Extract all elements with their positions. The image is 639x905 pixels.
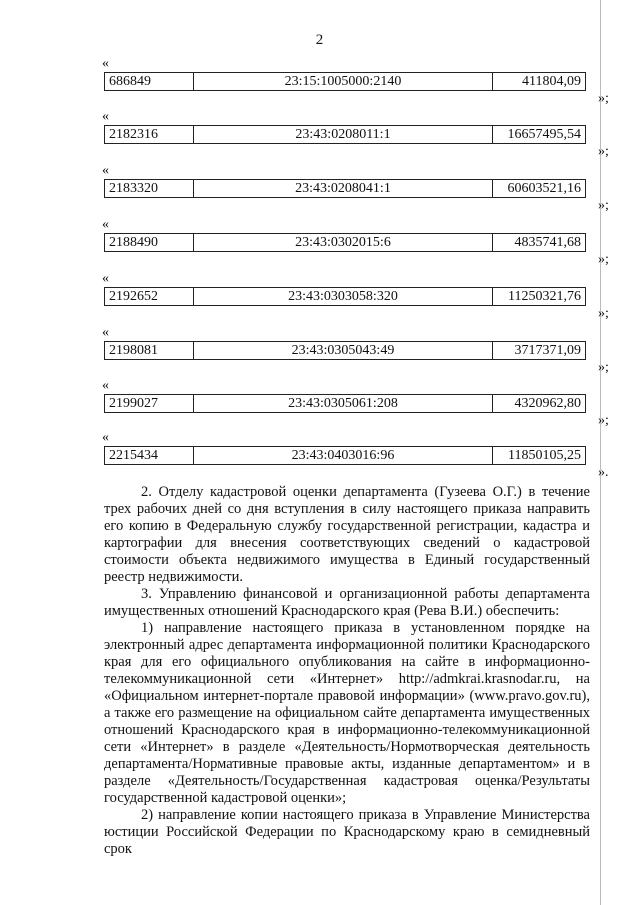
cadastral-value-cell: 4320962,80 [493, 395, 586, 413]
cadastral-value-cell: 411804,09 [493, 73, 586, 91]
closing-quote: ». [598, 465, 609, 480]
paragraph-3: 3. Управлению финансовой и организационной работы департамента имущественных отношений Краснодарского края (Рева В.И.) обеспечить: [104, 586, 590, 619]
page-number: 2 [315, 32, 324, 48]
cadastral-row [102, 109, 609, 159]
cadastral-number-cell: 23:43:0305061:208 [194, 395, 493, 413]
cadastral-number-cell: 23:15:1005000:2140 [194, 73, 493, 91]
paragraph-3-2: 2) направление копии настоящего приказа в Управление Министерства юстиции Российской Федерации по Краснодарскому краю в семидневный срок [104, 807, 590, 857]
opening-quote: « [102, 271, 109, 286]
opening-quote: « [102, 325, 109, 340]
closing-quote: »; [598, 198, 609, 213]
cadastral-value-cell: 11250321,76 [493, 288, 586, 306]
object-id-cell: 2182316 [105, 126, 194, 144]
cadastral-table [104, 446, 586, 465]
cadastral-table [104, 179, 586, 198]
cadastral-row [102, 163, 609, 213]
opening-quote: « [102, 56, 109, 71]
cadastral-row [102, 217, 609, 267]
scan-edge-line [600, 0, 601, 905]
cadastral-table [104, 72, 586, 91]
cadastral-row [102, 271, 609, 321]
cadastral-table [104, 341, 586, 360]
paragraph-3-1: 1) направление настоящего приказа в установленном порядке на электронный адрес департамента информационной политики Краснодарского края для его официального опубликования на сайте в информационно-телекоммуникационной сети «Интернет» http://admkrai.krasnodar.ru, на «Официальном интернет-портале правовой информации» (www.pravo.gov.ru), а также его размещение на официальном сайте департамента имущественных отношений Краснодарского края в информационно-телекоммуникационной сети «Интернет» в разделе «Деятельность/Нормотворческая деятельность департамента/Нормативные правовые акты, изданные департаментом» и в разделе «Деятельность/Государственная кадастровая оценка/Результаты государственной кадастровой оценки»; [104, 620, 590, 806]
opening-quote: « [102, 163, 109, 178]
opening-quote: « [102, 430, 109, 445]
cadastral-number-cell: 23:43:0302015:6 [194, 234, 493, 252]
closing-quote: »; [598, 306, 609, 321]
cadastral-row [102, 56, 609, 106]
cadastral-table [104, 233, 586, 252]
body-text [104, 484, 590, 858]
closing-quote: »; [598, 413, 609, 428]
opening-quote: « [102, 217, 109, 232]
closing-quote: »; [598, 360, 609, 375]
cadastral-table [104, 287, 586, 306]
object-id-cell: 2198081 [105, 342, 194, 360]
cadastral-number-cell: 23:43:0303058:320 [194, 288, 493, 306]
cadastral-table [104, 125, 586, 144]
object-id-cell: 2183320 [105, 180, 194, 198]
cadastral-value-cell: 60603521,16 [493, 180, 586, 198]
object-id-cell: 2215434 [105, 447, 194, 465]
cadastral-number-cell: 23:43:0305043:49 [194, 342, 493, 360]
opening-quote: « [102, 378, 109, 393]
closing-quote: »; [598, 91, 609, 106]
object-id-cell: 2188490 [105, 234, 194, 252]
cadastral-number-cell: 23:43:0208041:1 [194, 180, 493, 198]
object-id-cell: 2192652 [105, 288, 194, 306]
object-id-cell: 686849 [105, 73, 194, 91]
closing-quote: »; [598, 144, 609, 159]
cadastral-row [102, 378, 609, 428]
cadastral-value-cell: 11850105,25 [493, 447, 586, 465]
opening-quote: « [102, 109, 109, 124]
cadastral-row [102, 430, 609, 480]
cadastral-value-cell: 4835741,68 [493, 234, 586, 252]
cadastral-row [102, 325, 609, 375]
closing-quote: »; [598, 252, 609, 267]
cadastral-value-cell: 3717371,09 [493, 342, 586, 360]
cadastral-table [104, 394, 586, 413]
paragraph-2: 2. Отделу кадастровой оценки департамента (Гузеева О.Г.) в течение трех рабочих дней со дня вступления в силу настоящего приказа направить его копию в Федеральную службу государственной регистрации, кадастра и картографии для внесения соответствующих сведений о кадастровой стоимости объекта недвижимого имущества в Единый государственный реестр недвижимости. [104, 484, 590, 585]
object-id-cell: 2199027 [105, 395, 194, 413]
cadastral-value-cell: 16657495,54 [493, 126, 586, 144]
cadastral-number-cell: 23:43:0403016:96 [194, 447, 493, 465]
cadastral-number-cell: 23:43:0208011:1 [194, 126, 493, 144]
